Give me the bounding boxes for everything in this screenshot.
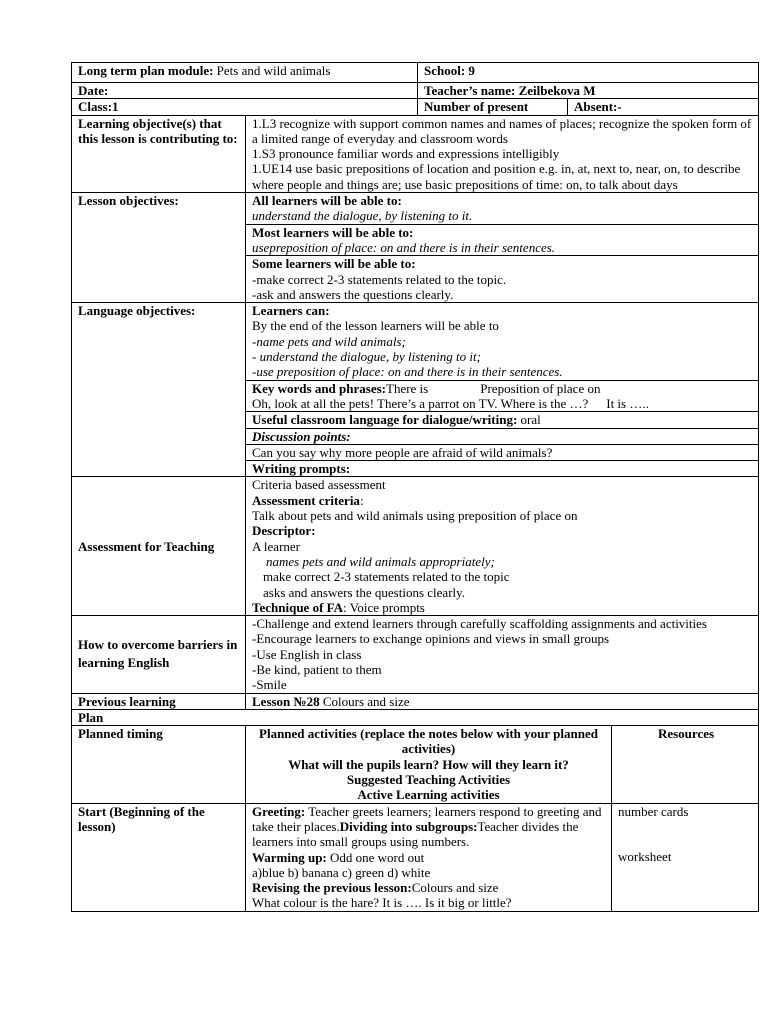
module-value: Pets and wild animals — [213, 63, 331, 78]
warmup-line — [252, 850, 607, 865]
barrier-item: -Use English in class — [252, 646, 362, 662]
assessment-label: Assessment for Teaching — [72, 477, 246, 616]
discussion-question-block — [246, 444, 758, 460]
lesson-plan-table — [71, 62, 759, 912]
criteria-based: Criteria based assessment — [252, 477, 386, 493]
planned-activities-line: Planned activities (replace the notes below with your planned activities) — [259, 726, 598, 757]
key-words-line — [252, 381, 754, 396]
learners-can-heading: Learners can: — [252, 303, 330, 319]
useful-language-value: oral — [517, 412, 541, 428]
all-learners-block — [246, 193, 758, 224]
some-learners-heading: Some learners will be able to: — [252, 256, 416, 272]
greeting-paragraph — [252, 804, 607, 850]
learners-can-block — [246, 303, 758, 379]
barriers-content — [246, 616, 759, 693]
descriptor-label: Descriptor: — [252, 523, 316, 539]
planned-activities-line: Suggested Teaching Activities — [346, 772, 511, 788]
barriers-row — [72, 616, 759, 693]
learners-can-item: -name pets and wild animals; — [252, 333, 406, 349]
class-cell: Class:1 — [72, 99, 418, 115]
learning-objective-item: 1.S3 pronounce familiar words and expressions intelligibly — [252, 146, 560, 162]
previous-learning-label: Previous learning — [72, 693, 246, 709]
writing-prompts-label: Writing prompts: — [252, 461, 351, 477]
most-learners-heading: Most learners will be able to: — [252, 224, 414, 240]
barriers-label: How to overcome barriers in learning English — [72, 616, 246, 693]
start-row — [72, 803, 759, 911]
discussion-question: Can you say why more people are afraid of wild animals? — [252, 444, 553, 460]
assessment-criteria-label: Assessment criteria — [252, 492, 360, 508]
learners-can-item: -use preposition of place: on and there is in their sentences. — [252, 364, 563, 380]
start-label: Start (Beginning of the lesson) — [72, 803, 246, 911]
some-learners-block — [246, 255, 758, 302]
learning-objective-item: 1.UE14 use basic prepositions of location and position e.g. in, at, next to, near, on, to describe where people and things are; use basic prepositions of time: on, to talk about days — [252, 161, 741, 192]
language-objectives-content — [246, 303, 759, 477]
descriptor-item: names pets and wild animals appropriately; — [266, 553, 495, 569]
resource-worksheet: worksheet — [618, 848, 672, 864]
module-cell — [72, 63, 418, 83]
revising-text: Colours and size — [411, 880, 499, 896]
assessment-criteria-line — [252, 493, 754, 508]
technique-line — [252, 600, 754, 615]
descriptor-learner: A learner — [252, 538, 301, 554]
plan-header-row — [72, 726, 759, 803]
most-learners-text: usepreposition of place: on and there is in their sentences. — [252, 239, 556, 255]
language-objectives-row — [72, 303, 759, 477]
teacher-cell: Teacher’s name: Zeilbekova M — [418, 83, 759, 99]
key-words-line2 — [252, 396, 754, 411]
assessment-content — [246, 477, 759, 616]
header-row-date — [72, 83, 759, 99]
discussion-heading-block — [246, 428, 758, 444]
assessment-row — [72, 477, 759, 616]
resources-header: Resources — [612, 726, 759, 803]
dividing-text: Teacher divides the learners into small groups using numbers. — [252, 818, 579, 850]
technique-value: : Voice prompts — [343, 599, 425, 615]
technique-label: Technique of FA — [252, 599, 344, 615]
warmup-options: a)blue b) banana c) green d) white — [252, 864, 431, 880]
barrier-item: -Be kind, patient to them — [252, 661, 382, 677]
start-content — [246, 803, 612, 911]
learning-objective-item: 1.L3 recognize with support common names and names of places; recognize the spoken form of a limited range of everyday and classroom words — [252, 115, 752, 146]
some-learners-line: -make correct 2-3 statements related to the topic. — [252, 271, 507, 287]
date-cell: Date: — [72, 83, 418, 99]
planned-activities-header — [246, 726, 612, 803]
barrier-item: -Challenge and extend learners through carefully scaffolding assignments and activities — [252, 616, 707, 632]
planned-timing-label: Planned timing — [72, 726, 246, 803]
barrier-item: -Encourage learners to exchange opinions and views in small groups — [252, 631, 610, 647]
planned-activities-line: Active Learning activities — [357, 787, 500, 803]
useful-language-label: Useful classroom language for dialogue/writing: — [252, 412, 518, 428]
revising-label: Revising the previous lesson: — [252, 880, 412, 896]
previous-learning-content — [246, 693, 759, 709]
header-row-class — [72, 99, 759, 115]
greeting-text: Teacher greets learners; learners respond to greeting and take their places. — [252, 803, 602, 834]
key-words-answer: It is ….. — [606, 395, 649, 411]
revising-line — [252, 880, 607, 895]
assessment-criteria-colon: : — [359, 492, 364, 508]
key-words-a: There is — [386, 380, 429, 396]
previous-learning-row — [72, 693, 759, 709]
school-cell: School: 9 — [418, 63, 759, 83]
key-words-label: Key words and phrases: — [252, 380, 386, 396]
previous-lesson-label: Lesson №28 — [252, 693, 320, 709]
learning-objectives-content — [246, 115, 759, 192]
assessment-criteria-text: Talk about pets and wild animals using preposition of place on — [252, 508, 578, 524]
dividing-label: Dividing into subgroups: — [339, 818, 478, 834]
learners-can-item: - understand the dialogue, by listening to it; — [252, 349, 481, 365]
revising-question: What colour is the hare? It is …. Is it big or little? — [252, 895, 512, 911]
descriptor-item: make correct 2-3 statements related to the topic — [263, 569, 510, 585]
language-objectives-label: Language objectives: — [72, 303, 246, 477]
barrier-item: -Smile — [252, 677, 287, 693]
lesson-plan-page — [71, 62, 758, 912]
some-learners-line: -ask and answers the questions clearly. — [252, 286, 454, 302]
lesson-objectives-row — [72, 193, 759, 303]
writing-prompts-block — [246, 460, 758, 476]
learning-objectives-row — [72, 115, 759, 192]
lesson-objectives-label: Lesson objectives: — [72, 193, 246, 303]
header-row-module — [72, 63, 759, 83]
plan-label: Plan — [72, 709, 759, 725]
resource-number-cards: number cards — [618, 803, 689, 819]
warmup-label: Warming up: — [252, 849, 327, 865]
absent-cell: Absent:- — [568, 99, 759, 115]
module-label: Long term plan module: — [78, 63, 214, 78]
learning-objectives-label: Learning objective(s) that this lesson is contributing to: — [72, 115, 246, 192]
all-learners-heading: All learners will be able to: — [252, 193, 402, 209]
greeting-label: Greeting: — [252, 803, 306, 819]
lesson-objectives-content — [246, 193, 759, 303]
planned-activities-line: What will the pupils learn? How will they learn it? — [288, 756, 569, 772]
descriptor-item: asks and answers the questions clearly. — [263, 584, 466, 600]
present-cell: Number of present — [418, 99, 568, 115]
useful-language-block — [246, 411, 758, 427]
all-learners-text: understand the dialogue, by listening to it. — [252, 208, 473, 224]
plan-row — [72, 709, 759, 725]
key-words-block — [246, 380, 758, 412]
warmup-text: Odd one word out — [326, 849, 425, 865]
discussion-label: Discussion points: — [252, 428, 351, 444]
key-words-b: Preposition of place on — [480, 380, 601, 396]
previous-lesson-value: Colours and size — [319, 693, 410, 709]
learners-can-intro: By the end of the lesson learners will be able to — [252, 318, 499, 334]
key-words-phrases: Oh, look at all the pets! There’s a parrot on TV. Where is the …? — [252, 395, 589, 411]
start-resources — [612, 803, 759, 911]
most-learners-block — [246, 224, 758, 256]
